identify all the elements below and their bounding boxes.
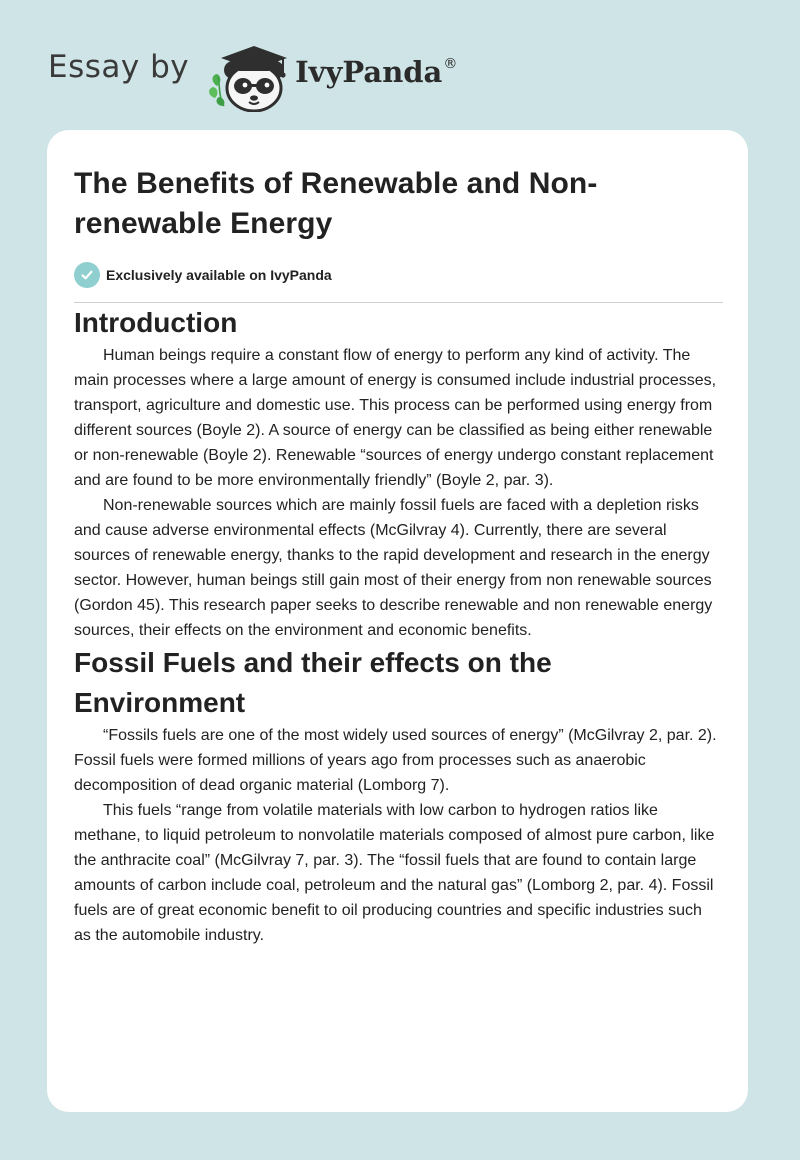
ivypanda-panda-logo-icon[interactable]	[203, 32, 295, 112]
registered-mark: ®	[443, 56, 458, 72]
site-header	[48, 30, 488, 110]
essay-title: The Benefits of Renewable and Non-renewable Energy	[74, 167, 598, 240]
exclusive-badge	[74, 262, 721, 288]
brand-name-text: IvyPanda	[295, 55, 443, 89]
paragraph: “Fossils fuels are one of the most widely used sources of energy” (McGilvray 2, par. 2). Fossil fuels were formed millions of years ago from processes such as anaerobic decomposition of dead organic material (Lomborg 7).	[74, 727, 717, 794]
essay-card	[47, 130, 748, 1112]
essay-by-label: Essay by	[48, 49, 190, 85]
section-heading-fossil-fuels: Fossil Fuels and their effects on the Environment	[74, 647, 552, 718]
exclusive-badge-label: Exclusively available on IvyPanda	[106, 267, 332, 283]
section-heading-introduction: Introduction	[74, 307, 238, 338]
paragraph: Non-renewable sources which are mainly fossil fuels are faced with a depletion risks and cause adverse environmental effects (McGilvray 4). Currently, there are several sources of renewable energy, thanks to the rapid development and research in the energy sector. However, human beings still gain most of their energy from non renewable sources (Gordon 45). This research paper seeks to describe renewable and non renewable energy sources, their effects on the environment and economic benefits.	[74, 497, 713, 639]
check-circle-icon	[74, 262, 100, 288]
ivypanda-brand-name[interactable]	[295, 55, 457, 89]
paragraph: Human beings require a constant flow of energy to perform any kind of activity. The main processes where a large amount of energy is consumed include industrial processes, transport, agriculture and domestic use. This process can be performed using energy from different sources (Boyle 2). A source of energy can be classified as being either renewable or non-renewable (Boyle 2). Renewable “sources of energy undergo constant replacement and are found to be more environmentally friendly” (Boyle 2, par. 3).	[74, 347, 717, 489]
paragraph: This fuels “range from volatile materials with low carbon to hydrogen ratios like methane, to liquid petroleum to nonvolatile materials composed of almost pure carbon, like the anthracite coal” (McGilvray 7, par. 3). The “fossil fuels that are found to contain large amounts of carbon include coal, petroleum and the natural gas” (Lomborg 2, par. 4). Fossil fuels are of great economic benefit to oil producing countries and specific industries such as the automobile industry.	[74, 802, 715, 944]
